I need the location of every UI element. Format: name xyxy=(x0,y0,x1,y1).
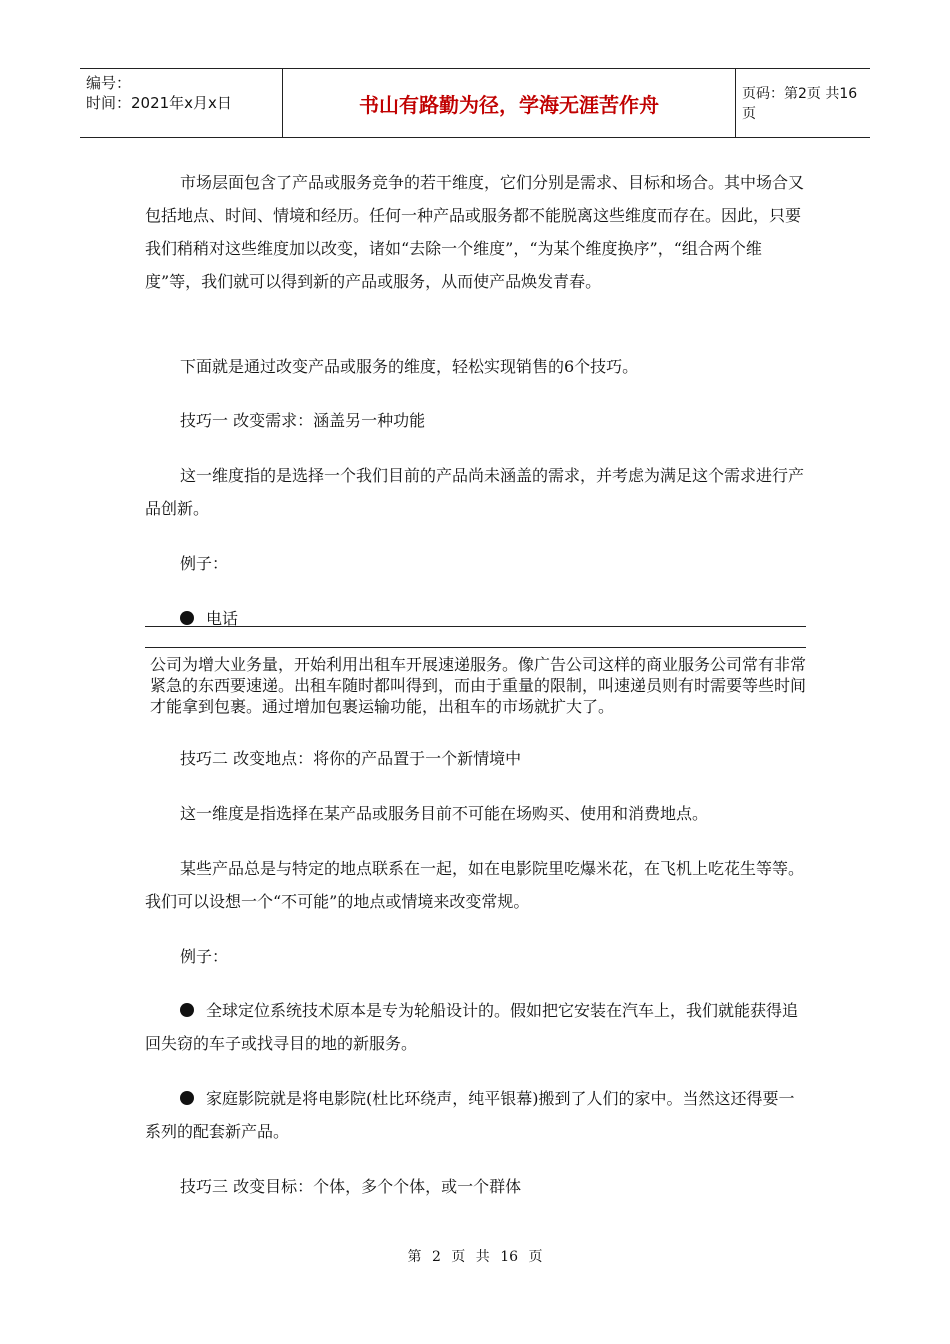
bullet-icon xyxy=(180,1091,194,1105)
bullet-icon xyxy=(180,611,194,625)
document-header xyxy=(80,68,870,138)
bullet-icon xyxy=(180,1003,194,1017)
bullet-gps-text: 全球定位系统技术原本是专为轮船设计的。假如把它安装在汽车上，我们就能获得追回失窃的车子或找寻目的地的新服务。 xyxy=(145,1001,799,1053)
header-meta-cell xyxy=(80,69,283,137)
tip-two-heading: 技巧二 改变地点：将你的产品置于一个新情境中 xyxy=(180,749,522,768)
paragraph-market-dimensions: 市场层面包含了产品或服务竞争的若干维度，它们分别是需求、目标和场合。其中场合又包括地点、时间、情境和经历。任何一种产品或服务都不能脱离这些维度而存在。因此，只要我们稍稍对这些维度加以改变，诸如“去除一个维度”，“为某个维度换序”，“组合两个维度”等，我们就可以得到新的产品或服务，从而使产品焕发青春。 xyxy=(145,173,805,291)
example-label-two: 例子： xyxy=(180,947,229,966)
bullet-phone-label: 电话 xyxy=(206,609,239,628)
bullet-home-text: 家庭影院就是将电影院(杜比环绕声，纯平银幕)搬到了人们的家中。当然这还得要一系列的配套新产品。 xyxy=(145,1089,795,1141)
bullet-gps xyxy=(145,994,805,1060)
tip-three-heading: 技巧三 改变目标：个体，多个个体，或一个群体 xyxy=(180,1177,522,1196)
paragraph-tip-one: 这一维度指的是选择一个我们目前的产品尚未涵盖的需求，并考虑为满足这个需求进行产品创新。 xyxy=(145,466,805,518)
example-label-one: 例子： xyxy=(180,554,229,573)
bullet-phone xyxy=(145,602,805,635)
paragraph-place-examples: 某些产品总是与特定的地点联系在一起，如在电影院里吃爆米花，在飞机上吃花生等等。我们可以设想一个“不可能”的地点或情境来改变常规。 xyxy=(145,859,805,911)
time-label: 时间：2021年x月x日 xyxy=(86,94,232,112)
bullet-home-theater xyxy=(145,1082,805,1148)
paragraph-tip-two: 这一维度是指选择在某产品或服务目前不可能在场购买、使用和消费地点。 xyxy=(180,804,709,823)
divider-bottom xyxy=(145,647,806,648)
number-label: 编号： xyxy=(86,74,132,92)
header-page-code: 页码：第2页 共16页 xyxy=(742,86,858,122)
tip-one-heading: 技巧一 改变需求：涵盖另一种功能 xyxy=(180,411,426,430)
boxed-paragraph-taxi: 公司为增大业务量，开始利用出租车开展速递服务。像广告公司这样的商业服务公司常有非常紧急的东西要速递。出租车随时都叫得到，而由于重量的限制，叫速递员则有时需要等些时间才能拿到包裹。通过增加包裹运输功能，出租车的市场就扩大了。 xyxy=(150,655,807,716)
divider-top xyxy=(145,626,806,627)
paragraph-six-tips-intro: 下面就是通过改变产品或服务的维度，轻松实现销售的6个技巧。 xyxy=(180,357,639,376)
footer-page-number: 第 2 页 共 16 页 xyxy=(407,1249,543,1265)
header-motto: 书山有路勤为径，学海无涯苦作舟 xyxy=(283,69,736,137)
